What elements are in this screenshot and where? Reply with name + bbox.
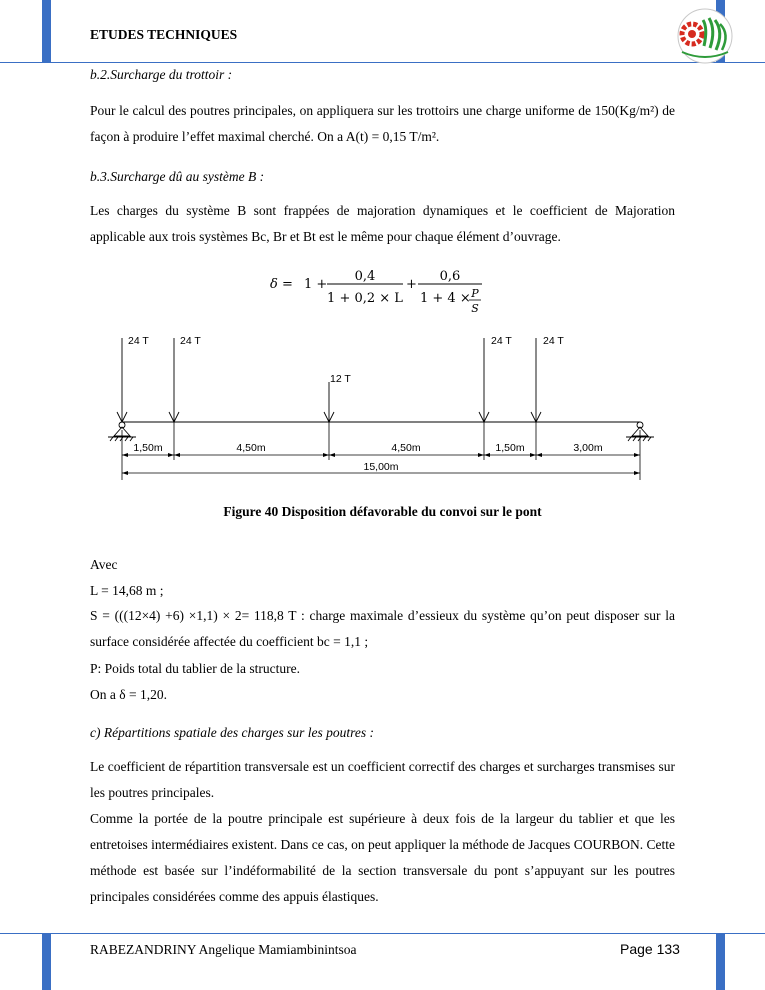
avec-label: Avec [90, 557, 118, 572]
dynamic-coefficient-formula [0, 262, 765, 322]
span-label-2: 4,50m [236, 442, 266, 454]
load-label-4: 24 T [491, 335, 512, 347]
footer-author: RABEZANDRINY Angelique Mamiambinintsoa [90, 942, 357, 957]
section-b2-title: b.2.Surcharge du trottoir : [90, 67, 233, 82]
formula-lhs: δ = [270, 277, 293, 292]
formula-num1: 0,4 [354, 269, 376, 284]
span-label-3: 4,50m [391, 442, 421, 454]
footer-rule [0, 933, 765, 934]
formula-den2-prefix: 1 + 4 × [420, 291, 471, 306]
header-rule [0, 62, 765, 63]
formula-den1: 1 + 0,2 × L [327, 291, 403, 306]
section-c-title: c) Répartitions spatiale des charges sur les poutres : [90, 725, 374, 740]
total-span-label: 15,00m [363, 461, 399, 473]
section-b2-text: Pour le calcul des poutres principales, on appliquera sur les trottoirs une charge uniforme de 150(Kg/m²) de façon à produire l’effet maximal cherché. On a A(t) = 0,15 T/m². [90, 103, 675, 144]
span-label-5: 3,00m [573, 442, 603, 454]
header-left-bar [42, 0, 51, 62]
delta-value: On a δ = 1,20. [90, 687, 167, 702]
formula-den2-num: P [471, 287, 479, 300]
formula-den2-den: S [471, 302, 479, 315]
formula-one-plus: 1 + [304, 277, 328, 292]
load-label-2: 24 T [180, 335, 201, 347]
L-definition: L = 14,68 m ; [90, 583, 164, 598]
formula-plus: + [406, 277, 417, 292]
header-title: ETUDES TECHNIQUES [90, 27, 238, 42]
span-label-1: 1,50m [133, 442, 163, 454]
load-label-1: 24 T [128, 335, 149, 347]
footer-page-number: Page 133 [620, 941, 680, 957]
load-label-5: 24 T [543, 335, 564, 347]
university-logo [670, 6, 740, 66]
formula-num2: 0,6 [439, 269, 461, 284]
section-c-text-1: Le coefficient de répartition transversale est un coefficient correctif des charges et surcharges transmises sur les poutres principales. [90, 759, 675, 800]
section-c-text-2: Comme la portée de la poutre principale est supérieure à deux fois de la largeur du tablier et que les entretoises intermédiaires existent. Dans ce cas, on peut appliquer la méthode de Jacques COURBON. Cette méthode est basée sur l’indéformabilité de la section transversale du pont s’appuyant sur les poutres principales considérées comme des appuis élastiques. [90, 811, 675, 904]
section-b3-text: Les charges du système B sont frappées de majoration dynamiques et le coefficient de Majoration applicable aux trois systèmes Bc, Br et Bt est le même pour chaque élément d’ouvrage. [90, 203, 675, 244]
figure-caption: Figure 40 Disposition défavorable du convoi sur le pont [223, 504, 542, 519]
footer-right-bar [716, 934, 725, 990]
span-label-4: 1,50m [495, 442, 525, 454]
footer-left-bar [42, 934, 51, 990]
section-b3-title: b.3.Surcharge dû au système B : [90, 169, 265, 184]
P-definition: P: Poids total du tablier de la structure. [90, 661, 300, 676]
S-definition: S = (((12×4) +6) ×1,1) × 2= 118,8 T : charge maximale d’essieux du système qu’on peut disposer sur la surface considérée affectée du coefficient bc = 1,1 ; [90, 608, 675, 649]
convoy-load-diagram [100, 330, 670, 480]
load-label-3: 12 T [330, 373, 351, 385]
